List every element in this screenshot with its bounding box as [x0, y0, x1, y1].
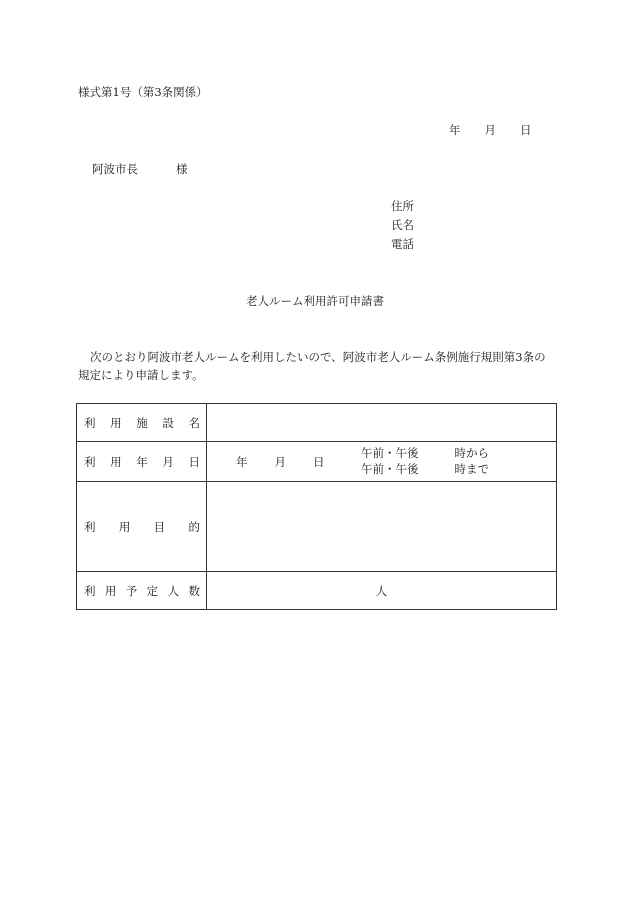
- usage-year: 年: [236, 455, 248, 469]
- usage-date-input-cell[interactable]: [207, 442, 557, 482]
- label-char: 的: [188, 519, 200, 534]
- usage-purpose-label: [77, 482, 207, 572]
- usage-ymd: [236, 454, 325, 470]
- expected-count-input-cell[interactable]: [207, 572, 557, 610]
- table-row-count: [77, 572, 557, 610]
- to-suffix: 時まで: [454, 462, 489, 476]
- label-char: 年: [136, 454, 148, 469]
- label-char: 利: [84, 415, 96, 430]
- label-char: 利: [84, 454, 96, 469]
- name-field-label: 氏名: [391, 218, 414, 232]
- addressee-name: 阿波市長: [92, 162, 138, 176]
- date-month: 月: [484, 123, 496, 137]
- label-char: 利: [84, 519, 96, 534]
- facility-name-input-cell[interactable]: [207, 404, 557, 442]
- count-unit: 人: [375, 583, 388, 598]
- label-char: 日: [188, 454, 200, 469]
- applicant-fields: [391, 197, 414, 254]
- body-line-2: 規定により申請します。: [78, 368, 204, 382]
- label-chars: [77, 454, 206, 470]
- label-char: 利: [84, 583, 96, 598]
- label-chars: [77, 583, 206, 599]
- document-title: 老人ルーム利用許可申請書: [246, 294, 384, 308]
- usage-times: [361, 445, 489, 477]
- label-chars: [77, 519, 206, 535]
- date-year: 年: [449, 123, 461, 137]
- phone-field-label: 電話: [391, 237, 414, 251]
- form-number: 様式第1号（第3条関係）: [78, 85, 208, 99]
- label-char: 用: [118, 519, 131, 534]
- addressee-honorific: 様: [176, 162, 188, 176]
- table-row-purpose: [77, 482, 557, 572]
- address-field-label: 住所: [391, 199, 414, 213]
- table-row-facility: [77, 404, 557, 442]
- label-char: 定: [146, 583, 159, 598]
- body-line-1: 次のとおり阿波市老人ルームを利用したいので、阿波市老人ルーム条例施行規則第3条の: [90, 350, 546, 364]
- usage-day: 日: [313, 455, 325, 469]
- label-char: 人: [167, 583, 180, 598]
- from-suffix: 時から: [454, 446, 489, 460]
- usage-date-label: [77, 442, 207, 482]
- addressee: [92, 161, 188, 177]
- label-char: 用: [104, 583, 117, 598]
- date-day: 日: [520, 123, 532, 137]
- usage-purpose-input-cell[interactable]: [207, 482, 557, 572]
- label-char: 数: [188, 583, 200, 598]
- label-chars: [77, 415, 206, 431]
- label-char: 用: [110, 454, 122, 469]
- label-char: 目: [153, 519, 166, 534]
- label-char: 施: [136, 415, 148, 430]
- usage-month: 月: [274, 455, 286, 469]
- table-row-date: [77, 442, 557, 482]
- body-text: [78, 348, 568, 384]
- label-char: 設: [162, 415, 174, 430]
- from-ampm: 午前・午後: [361, 446, 419, 460]
- label-char: 用: [110, 415, 122, 430]
- label-char: 月: [162, 454, 174, 469]
- application-table: [76, 403, 557, 610]
- expected-count-label: [77, 572, 207, 610]
- label-char: 予: [125, 583, 138, 598]
- to-ampm: 午前・午後: [361, 462, 419, 476]
- facility-name-label: [77, 404, 207, 442]
- usage-date-content: [207, 442, 556, 481]
- label-char: 名: [188, 415, 200, 430]
- application-date: [449, 122, 532, 138]
